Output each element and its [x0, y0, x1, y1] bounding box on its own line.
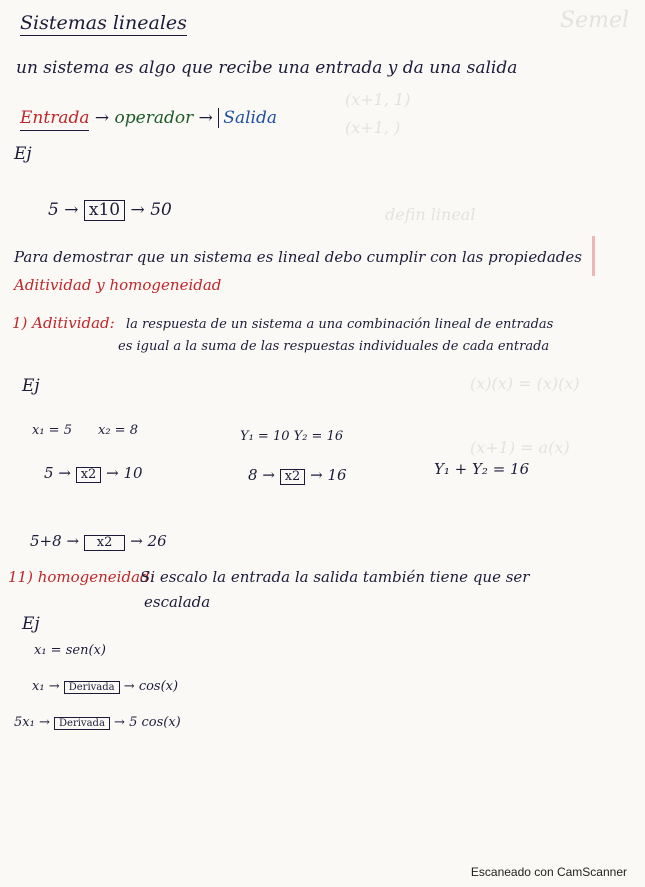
- linearity-statement: Para demostrar que un sistema es lineal debo cumplir con las propiedades: [14, 248, 582, 266]
- bleed-through-mark: [592, 236, 595, 276]
- arrow-icon: →: [130, 532, 143, 550]
- ej3-row1: [32, 680, 178, 694]
- ej2-outputs: Y₁ = 10 Y₂ = 16: [240, 429, 344, 444]
- bleed-through-text: Semel: [560, 8, 630, 33]
- ej2-row3-operator-box: x2: [84, 535, 126, 551]
- aditividad-text-line1: la respuesta de un sistema a una combinación lineal de entradas: [126, 317, 554, 332]
- ej3-x1: x₁ = sen(x): [34, 643, 106, 658]
- ej3-row2-operator-box: Derivada: [54, 717, 110, 730]
- arrow-icon: →: [58, 464, 71, 482]
- homogeneidad-text-line2: escalada: [144, 593, 211, 611]
- arrow-icon: →: [38, 715, 50, 730]
- ej2-x1: x₁ = 5: [32, 423, 72, 438]
- arrow-icon: →: [130, 200, 145, 220]
- ej2-row2: [248, 468, 347, 485]
- example-label: Ej: [22, 376, 40, 396]
- flow-diagram: [20, 110, 277, 127]
- flow-salida: Salida: [218, 108, 277, 128]
- ej2-x2: x₂ = 8: [98, 423, 138, 438]
- arrow-icon: →: [48, 679, 60, 694]
- ej3-row2-output: 5 cos(x): [129, 715, 181, 730]
- aditividad-heading: 1) Aditividad:: [12, 314, 115, 332]
- bleed-through-text: (x+1, ): [345, 118, 401, 137]
- ej2-row3-input: 5+8: [30, 532, 62, 550]
- example1-row: [48, 200, 172, 221]
- ej2-row1-operator-box: x2: [76, 467, 102, 483]
- homogeneidad-text-line1: Si escalo la entrada la salida también tiene que ser: [140, 568, 530, 586]
- example1-operator-box: x10: [84, 200, 125, 221]
- arrow-icon: →: [114, 715, 125, 730]
- arrow-icon: →: [106, 464, 119, 482]
- example1-input: 5: [48, 200, 59, 220]
- bleed-through-text: (x+1) = a(x): [470, 438, 570, 457]
- example1-output: 50: [150, 200, 172, 220]
- example-label: Ej: [22, 614, 40, 634]
- flow-entrada: Entrada: [20, 108, 89, 131]
- bleed-through-text: (x)(x) = (x)(x): [470, 374, 580, 393]
- ej3-row2: [14, 716, 181, 730]
- ej2-row1-output: 10: [123, 464, 143, 482]
- ej2-row2-input: 8: [248, 466, 258, 484]
- arrow-icon: →: [94, 108, 110, 128]
- arrow-icon: →: [198, 108, 213, 128]
- bleed-through-text: defin lineal: [385, 205, 476, 224]
- ej3-row1-output: cos(x): [138, 679, 179, 694]
- intro-text: un sistema es algo que recibe una entrada y da una salida: [16, 58, 518, 78]
- ej2-row1: [44, 466, 143, 483]
- arrow-icon: →: [310, 466, 323, 484]
- ej2-row2-operator-box: x2: [280, 469, 306, 485]
- flow-operador: operador: [114, 108, 194, 128]
- ej2-row3-output: 26: [147, 532, 167, 550]
- properties-list: Aditividad y homogeneidad: [14, 276, 222, 294]
- ej2-sum: Y₁ + Y₂ = 16: [434, 460, 530, 478]
- ej2-row3: [30, 534, 167, 551]
- scanner-watermark: Escaneado con CamScanner: [470, 865, 627, 879]
- arrow-icon: →: [262, 466, 275, 484]
- arrow-icon: →: [64, 200, 79, 220]
- example-label: Ej: [14, 144, 32, 164]
- bleed-through-text: (x+1, 1): [345, 90, 411, 109]
- arrow-icon: →: [66, 532, 80, 550]
- ej3-row1-operator-box: Derivada: [64, 681, 120, 694]
- ej3-row1-input: x₁: [32, 679, 45, 694]
- arrow-icon: →: [123, 679, 135, 694]
- ej2-row2-output: 16: [327, 466, 347, 484]
- ej2-row1-input: 5: [44, 464, 54, 482]
- ej3-row2-input: 5x₁: [14, 715, 35, 730]
- homogeneidad-heading: 11) homogeneidad:: [8, 568, 155, 586]
- aditividad-text-line2: es igual a la suma de las respuestas individuales de cada entrada: [118, 339, 550, 354]
- page-title: Sistemas lineales: [20, 12, 187, 34]
